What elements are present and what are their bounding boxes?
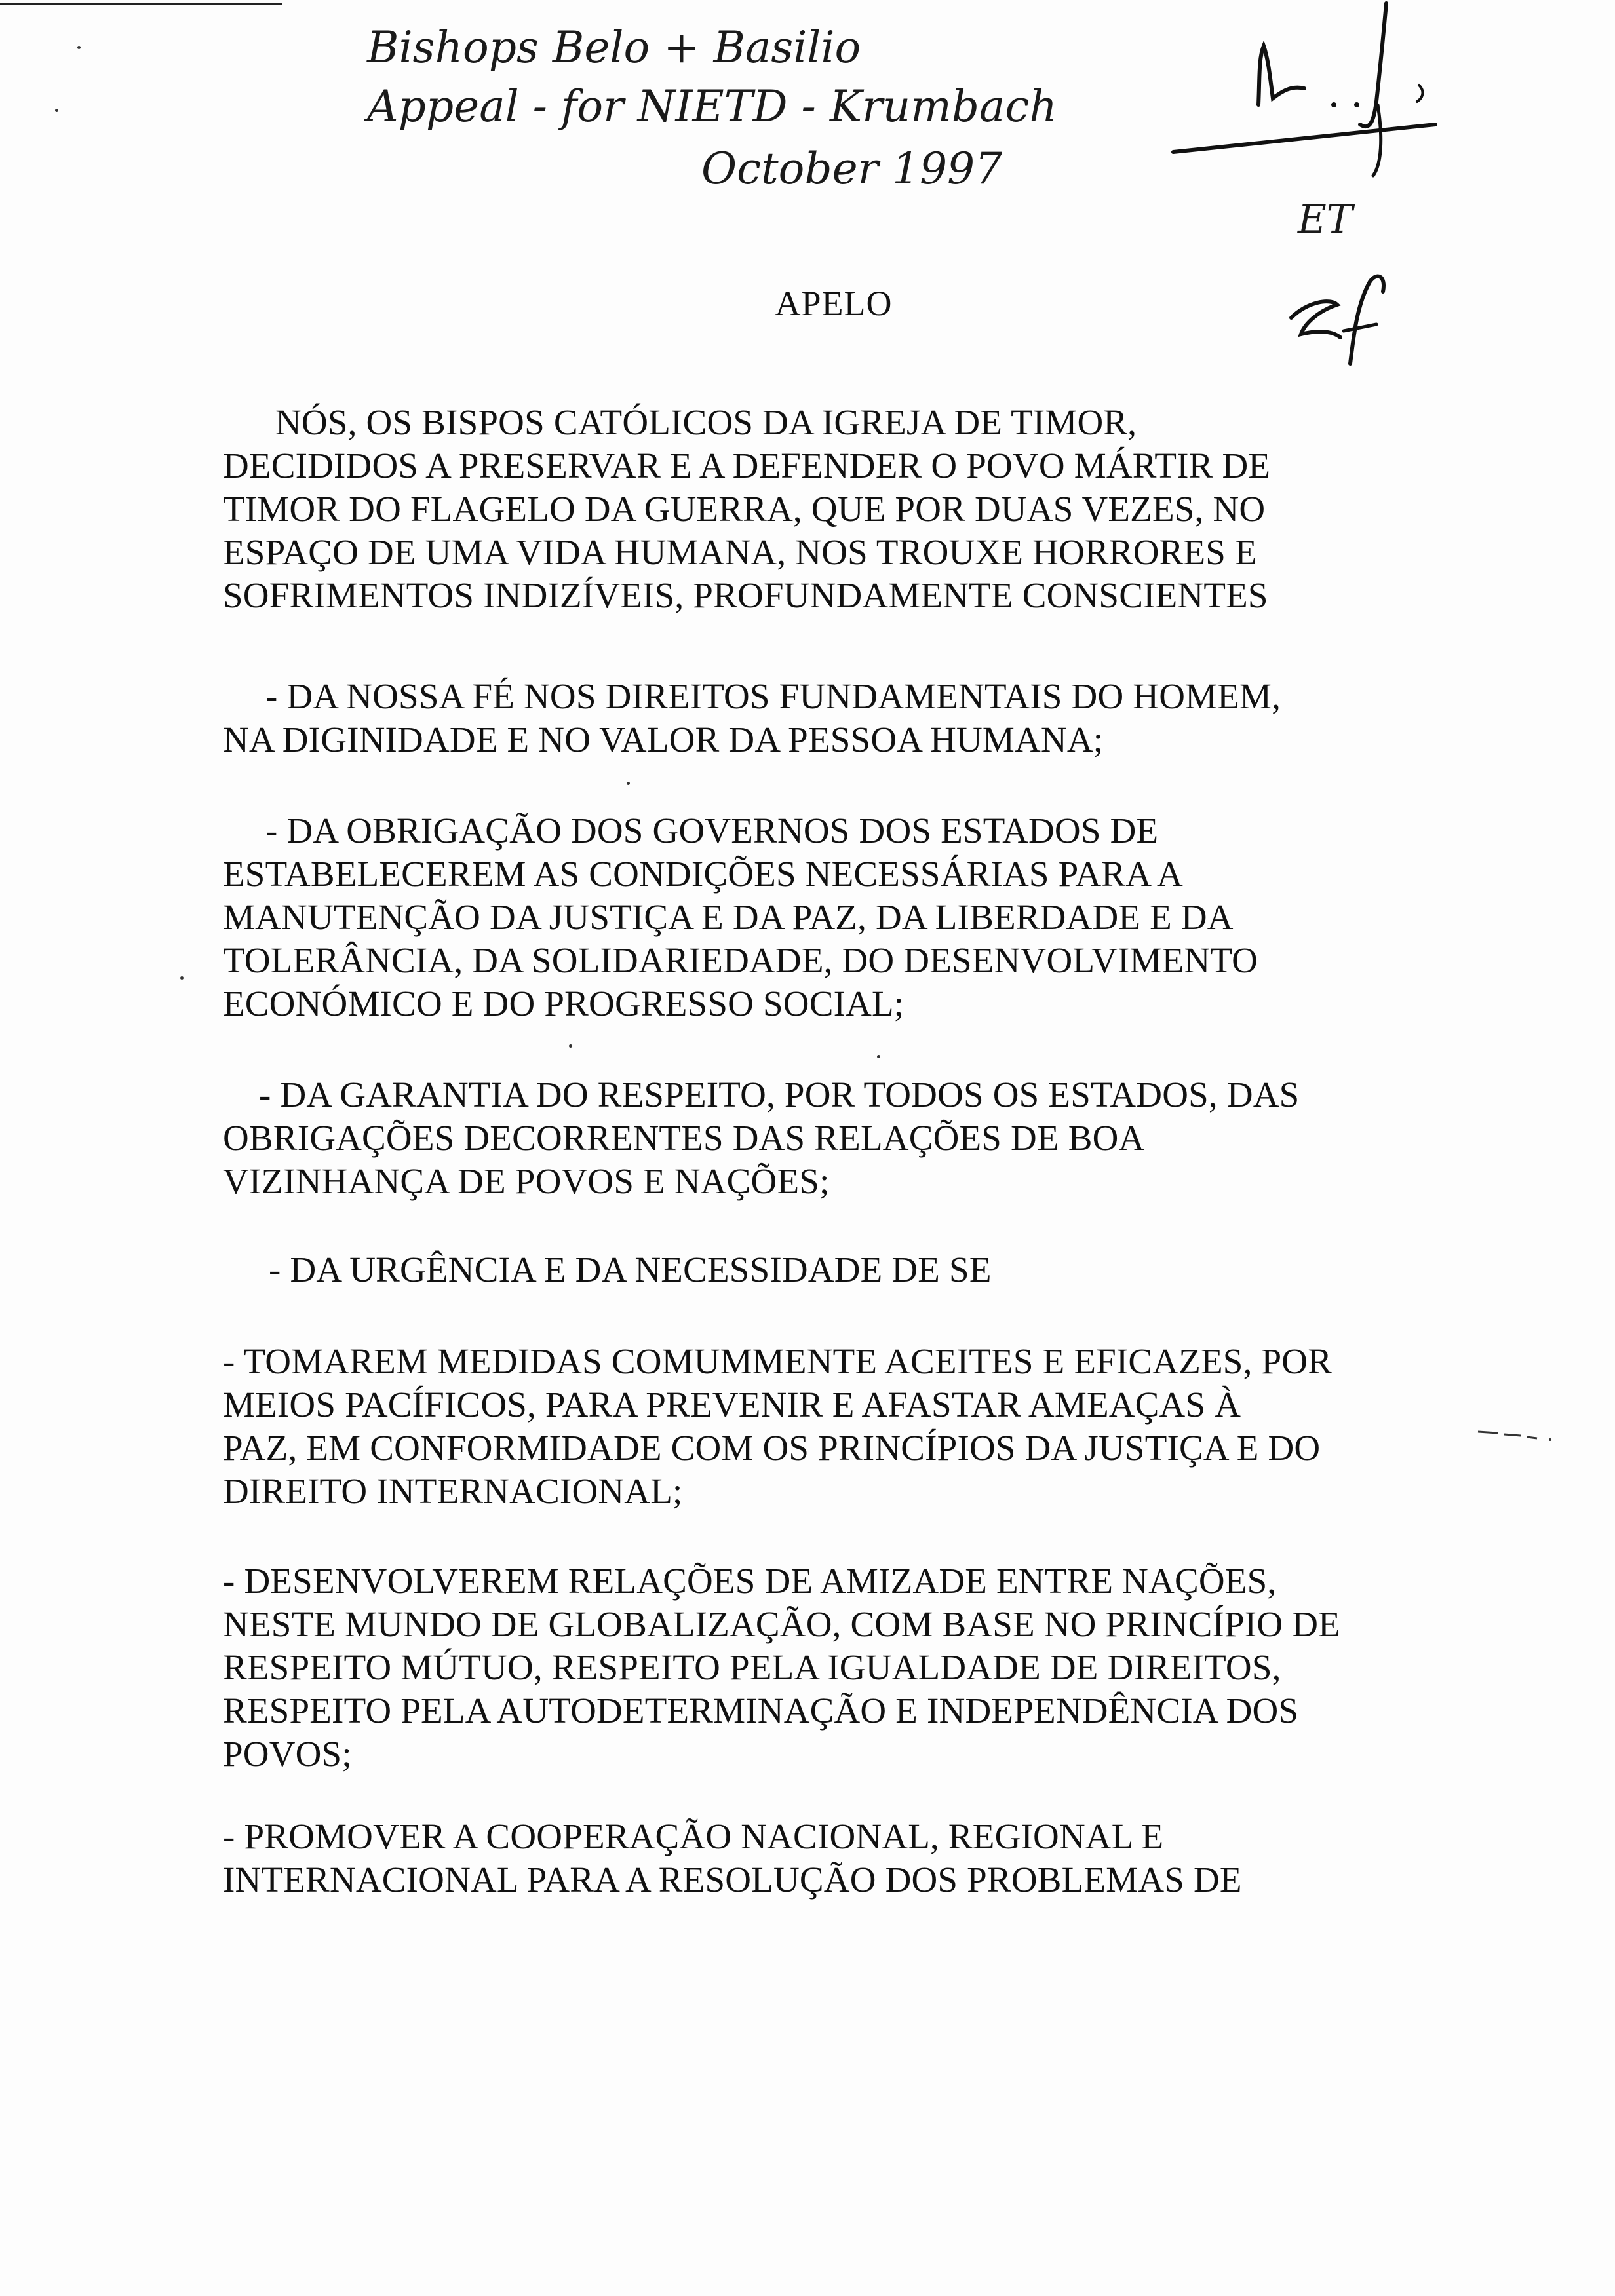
scan-speck: [627, 782, 630, 785]
text-line: RESPEITO MÚTUO, RESPEITO PELA IGUALDADE DE DIREITOS,: [223, 1647, 1281, 1687]
text-line: - DESENVOLVEREM RELAÇÕES DE AMIZADE ENTRE NAÇÕES,: [223, 1561, 1277, 1601]
handwritten-note-line2: Appeal - for NIETD - Krumbach: [367, 81, 1057, 132]
scan-speck: [55, 109, 58, 112]
text-line: DECIDIDOS A PRESERVAR E A DEFENDER O POVO MÁRTIR DE: [223, 446, 1271, 486]
signature-icon: [1160, 0, 1462, 190]
document-title: APELO: [775, 284, 893, 323]
text-line: NESTE MUNDO DE GLOBALIZAÇÃO, COM BASE NO PRINCÍPIO DE: [223, 1604, 1340, 1644]
text-line: POVOS;: [223, 1734, 352, 1774]
handwritten-note-date: October 1997: [701, 144, 1003, 194]
paragraph-relations: [223, 1559, 1481, 1776]
text-line: - PROMOVER A COOPERAÇÃO NACIONAL, REGIONAL E: [223, 1816, 1164, 1856]
scanner-edge-line: [0, 3, 282, 5]
paragraph-cooperation: [223, 1815, 1481, 1902]
text-line: ESPAÇO DE UMA VIDA HUMANA, NOS TROUXE HORRORES E: [223, 532, 1257, 572]
text-line: - DA GARANTIA DO RESPEITO, POR TODOS OS ESTADOS, DAS: [259, 1075, 1300, 1115]
paragraph-obligation: [223, 809, 1481, 1025]
paragraph-urgency: [223, 1248, 1481, 1292]
scan-speck: [77, 46, 81, 49]
text-line: NA DIGINIDADE E NO VALOR DA PESSOA HUMANA;: [223, 719, 1104, 759]
handwritten-note-line1: Bishops Belo + Basilio: [367, 22, 861, 73]
text-line: DIREITO INTERNACIONAL;: [223, 1471, 683, 1511]
text-line: OBRIGAÇÕES DECORRENTES DAS RELAÇÕES DE BOA: [223, 1118, 1145, 1158]
text-line: INTERNACIONAL PARA A RESOLUÇÃO DOS PROBLEMAS DE: [223, 1860, 1242, 1900]
scan-speck: [877, 1055, 880, 1058]
text-line: NÓS, OS BISPOS CATÓLICOS DA IGREJA DE TIMOR,: [275, 402, 1137, 442]
paragraph-faith: [223, 675, 1481, 761]
text-line: TIMOR DO FLAGELO DA GUERRA, QUE POR DUAS VEZES, NO: [223, 489, 1266, 529]
text-line: - DA NOSSA FÉ NOS DIREITOS FUNDAMENTAIS DO HOMEM,: [265, 676, 1281, 716]
text-line: MANUTENÇÃO DA JUSTIÇA E DA PAZ, DA LIBERDADE E DA: [223, 897, 1234, 937]
paragraph-guarantee: [223, 1073, 1481, 1203]
handwritten-initials: ET: [1298, 197, 1353, 242]
text-line: PAZ, EM CONFORMIDADE COM OS PRINCÍPIOS DA JUSTIÇA E DO: [223, 1428, 1321, 1468]
text-line: VIZINHANÇA DE POVOS E NAÇÕES;: [223, 1161, 830, 1201]
text-line: - DA OBRIGAÇÃO DOS GOVERNOS DOS ESTADOS DE: [265, 811, 1159, 851]
paragraph-preamble: [223, 401, 1481, 617]
text-line: TOLERÂNCIA, DA SOLIDARIEDADE, DO DESENVOLVIMENTO: [223, 940, 1258, 980]
text-line: - TOMAREM MEDIDAS COMUMMENTE ACEITES E EFICAZES, POR: [223, 1341, 1333, 1381]
scan-speck: [569, 1044, 572, 1048]
text-line: RESPEITO PELA AUTODETERMINAÇÃO E INDEPENDÊNCIA DOS: [223, 1691, 1299, 1731]
text-line: - DA URGÊNCIA E DA NECESSIDADE DE SE: [269, 1250, 992, 1290]
paragraph-measures: [223, 1340, 1481, 1513]
text-line: ESTABELECEREM AS CONDIÇÕES NECESSÁRIAS PARA A: [223, 854, 1183, 894]
text-line: ECONÓMICO E DO PROGRESSO SOCIAL;: [223, 984, 905, 1024]
text-line: SOFRIMENTOS INDIZÍVEIS, PROFUNDAMENTE CONSCIENTES: [223, 575, 1268, 615]
margin-dash-marks: [1475, 1425, 1560, 1445]
text-line: MEIOS PACÍFICOS, PARA PREVENIR E AFASTAR AMEAÇAS À: [223, 1385, 1241, 1425]
scan-speck: [180, 976, 184, 980]
